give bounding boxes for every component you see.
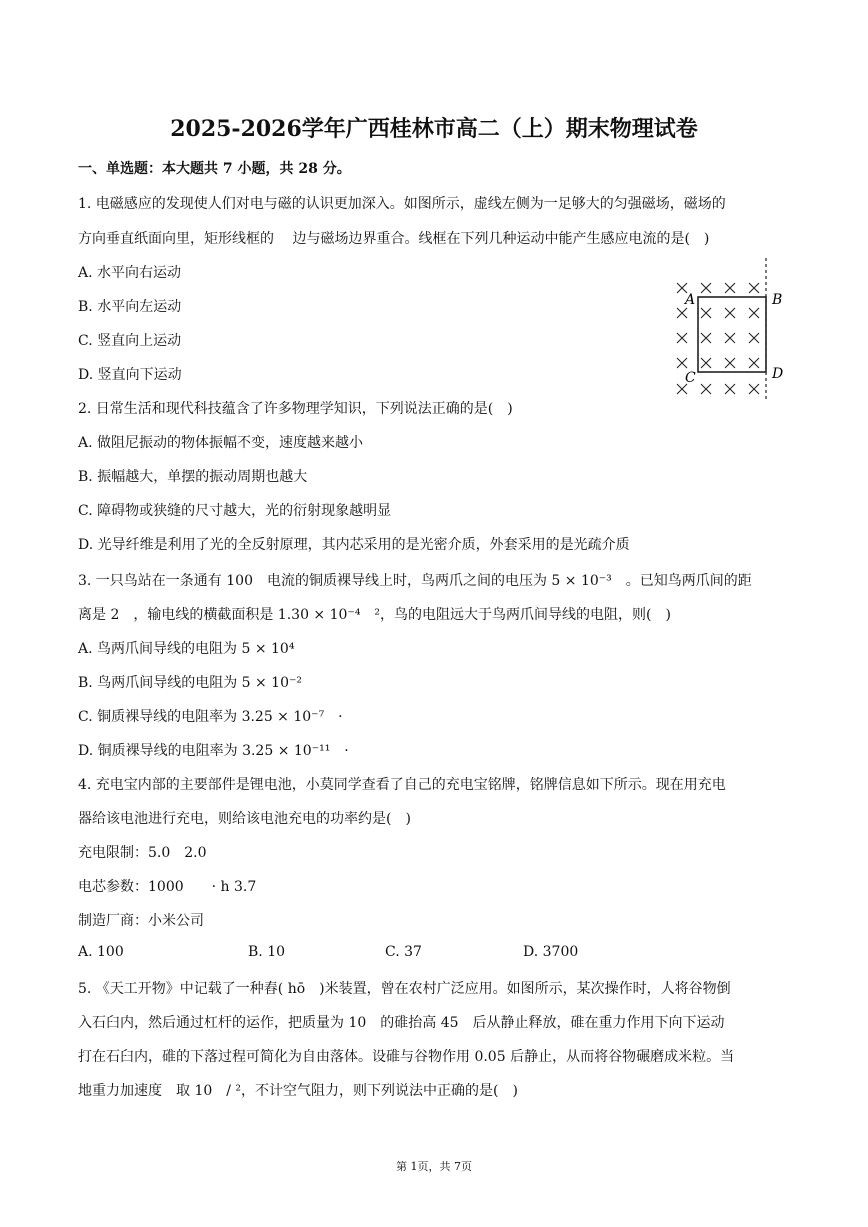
- magnetic-field-figure: [668, 258, 798, 403]
- q3-stem-line1: 3. 一只鸟站在一条通有 100 电流的铜质裸导线上时，鸟两爪之间的电压为 5 × 10⁻³ 。已知鸟两爪间的距: [78, 573, 752, 589]
- q4-option-d: D. 3700: [523, 944, 579, 960]
- q4-option-b: B. 10: [248, 944, 286, 960]
- q1-stem-line1: 1. 电磁感应的发现使人们对电与磁的认识更加深入。如图所示，虚线左侧为一足够大的匀强磁场，磁场的: [78, 196, 726, 212]
- field-cross-mark: [701, 358, 711, 368]
- field-cross-mark: [701, 308, 711, 318]
- field-cross-mark: [749, 333, 759, 343]
- field-cross-mark: [725, 283, 735, 293]
- q1-stem-line2: 方向垂直纸面向里，矩形线框的 边与磁场边界重合。线框在下列几种运动中能产生感应电流的是( ): [78, 231, 710, 247]
- q5-stem-line1: 5. 《天工开物》中记载了一种舂( hō )米装置，曾在农村广泛应用。如图所示，某次操作时，人将谷物倒: [78, 981, 731, 997]
- q3-option-c: C. 铜质裸导线的电阻率为 3.25 × 10⁻⁷ ·: [78, 709, 343, 725]
- q2-option-c: C. 障碍物或狭缝的尺寸越大，光的衍射现象越明显: [78, 503, 392, 519]
- field-cross-mark: [725, 333, 735, 343]
- q5-stem-line3: 打在石臼内，碓的下落过程可简化为自由落体。设碓与谷物作用 0.05 后静止，从而将谷物碾磨成米粒。当: [78, 1049, 735, 1065]
- q2-stem: 2. 日常生活和现代科技蕴含了许多物理学知识，下列说法正确的是( ): [78, 401, 513, 417]
- label-b: B: [772, 292, 783, 308]
- field-cross-mark: [701, 384, 711, 394]
- page-footer: 第 1页，共 7页: [396, 1160, 472, 1173]
- field-cross-mark: [749, 308, 759, 318]
- q2-option-d: D. 光导纤维是利用了光的全反射原理，其内芯采用的是光密介质，外套采用的是光疏介质: [78, 537, 630, 553]
- q5-stem-line2: 入石臼内，然后通过杠杆的运作，把质量为 10 的碓抬高 45 后从静止释放，碓在重力作用下向下运动: [78, 1015, 725, 1031]
- field-cross-mark: [749, 283, 759, 293]
- q4-nameplate-maker: 制造厂商：小米公司: [78, 913, 204, 929]
- q3-option-b: B. 鸟两爪间导线的电阻为 5 × 10⁻²: [78, 675, 302, 691]
- q4-option-a: A. 100: [78, 944, 124, 960]
- q2-option-b: B. 振幅越大，单摆的振动周期也越大: [78, 469, 308, 485]
- q5-stem-line4: 地重力加速度 取 10 / ²，不计空气阻力，则下列说法中正确的是( ): [78, 1083, 518, 1099]
- field-cross-mark: [701, 333, 711, 343]
- q3-stem-line2: 离是 2 ，输电线的横截面积是 1.30 × 10⁻⁴ ²，鸟的电阻远大于鸟两爪间导线的电阻，则( ): [78, 607, 671, 623]
- q4-option-c: C. 37: [385, 944, 422, 960]
- q3-option-a: A. 鸟两爪间导线的电阻为 5 × 10⁴: [78, 641, 295, 657]
- q2-option-a: A. 做阻尼振动的物体振幅不变，速度越来越小: [78, 435, 364, 451]
- q4-stem-line1: 4. 充电宝内部的主要部件是锂电池，小莫同学查看了自己的充电宝铭牌，铭牌信息如下所示。现在用充电: [78, 777, 726, 793]
- field-cross-mark: [677, 358, 687, 368]
- q4-stem-line2: 器给该电池进行充电，则给该电池充电的功率约是( ): [78, 811, 411, 827]
- q4-nameplate-charge-limit: 充电限制：5.0 2.0: [78, 845, 207, 861]
- label-c: C: [685, 370, 696, 386]
- q1-option-c: C. 竖直向上运动: [78, 333, 182, 349]
- q1-option-a: A. 水平向右运动: [78, 265, 182, 281]
- q1-option-d: D. 竖直向下运动: [78, 367, 182, 383]
- field-cross-mark: [725, 358, 735, 368]
- label-a: A: [685, 292, 696, 308]
- field-cross-mark: [677, 333, 687, 343]
- q1-option-b: B. 水平向左运动: [78, 299, 182, 315]
- field-cross-mark: [749, 384, 759, 394]
- section-heading: 一、单选题：本大题共 7 小题，共 28 分。: [78, 161, 351, 177]
- label-d: D: [772, 366, 784, 382]
- field-cross-mark: [725, 308, 735, 318]
- field-cross-mark: [725, 384, 735, 394]
- field-cross-mark: [677, 308, 687, 318]
- q4-nameplate-cell-spec: 电芯参数：1000 · h 3.7: [78, 879, 257, 895]
- page-title: 2025-2026学年广西桂林市高二（上）期末物理试卷: [170, 116, 698, 142]
- field-cross-mark: [701, 283, 711, 293]
- field-cross-mark: [749, 358, 759, 368]
- q3-option-d: D. 铜质裸导线的电阻率为 3.25 × 10⁻¹¹ ·: [78, 743, 349, 759]
